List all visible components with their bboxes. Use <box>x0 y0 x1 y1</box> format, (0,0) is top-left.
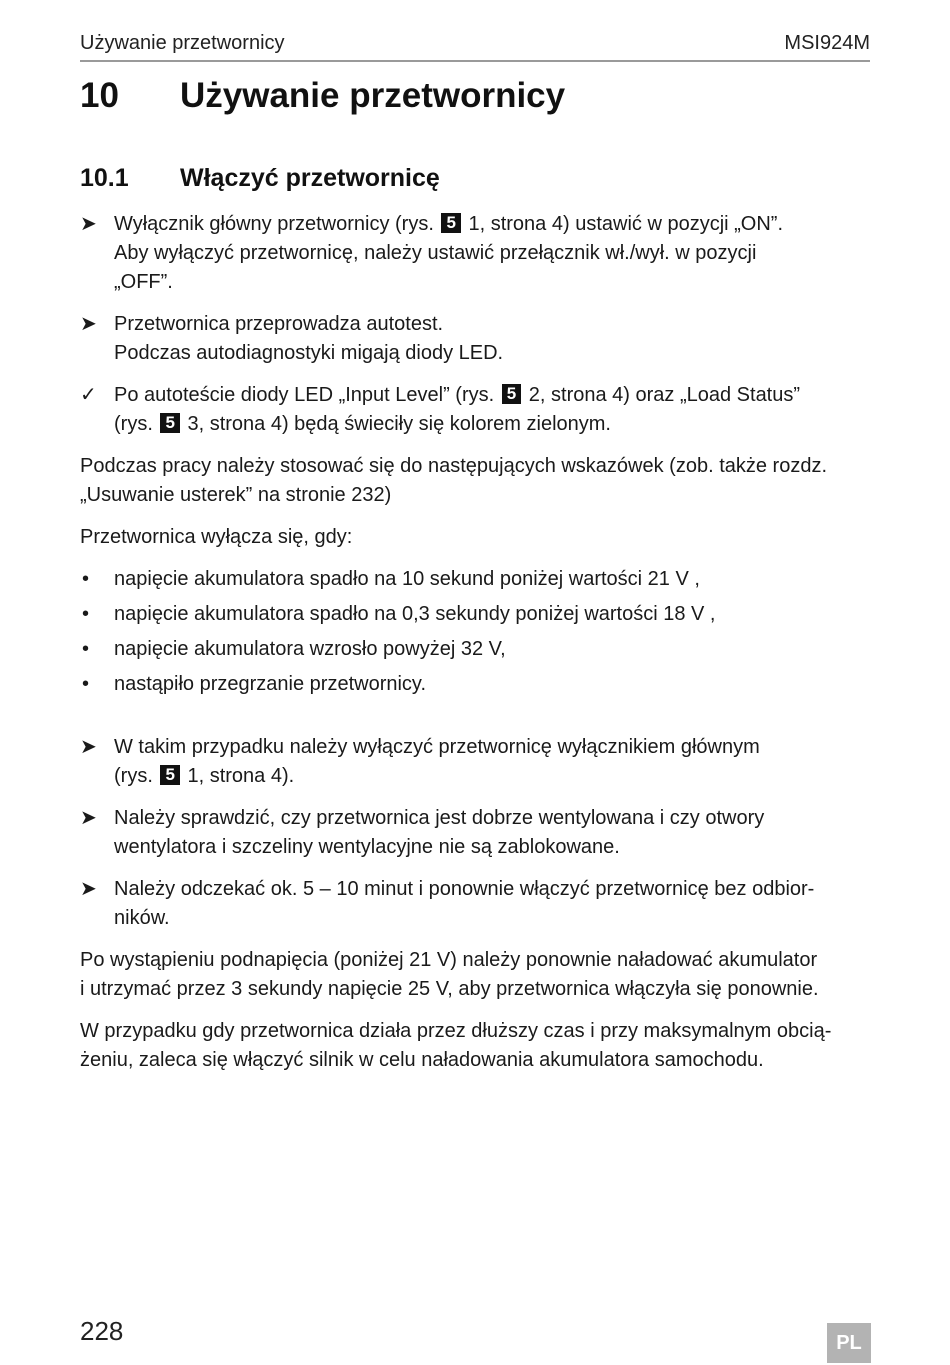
text: Po autoteście diody LED „Input Level” (rys. <box>114 384 500 406</box>
text: 3, strona 4) będą świeciły się kolorem zielonym. <box>181 413 611 435</box>
arrow-icon: ➤ <box>80 807 97 829</box>
step-line <box>114 762 870 791</box>
list-item-text: nastąpiło przegrzanie przetwornicy. <box>114 673 427 695</box>
figure-ref-badge: 5 <box>160 765 179 785</box>
step-line: W takim przypadku należy wyłączyć przetwornicę wyłącznikiem głównym <box>114 736 760 758</box>
text: 1, strona 4) ustawić w pozycji „ON”. <box>462 213 784 235</box>
chapter-number: 10 <box>80 76 119 115</box>
header-model: MSI924M <box>784 32 870 54</box>
list-item <box>80 600 870 629</box>
list-item-text: napięcie akumulatora spadło na 0,3 sekundy poniżej wartości 18 V , <box>114 603 716 625</box>
paragraph-operating-notes <box>80 452 870 510</box>
spacer <box>80 705 870 733</box>
chapter-title: Używanie przetwornicy <box>180 76 566 115</box>
step-line <box>114 381 870 410</box>
section-title: Włączyć przetwornicę <box>180 164 440 192</box>
step-line: Należy odczekać ok. 5 – 10 minut i ponownie włączyć przetwornicę bez odbior- <box>114 878 815 900</box>
chapter-heading <box>80 76 565 116</box>
running-header <box>80 30 870 62</box>
text: 2, strona 4) oraz „Load Status” <box>523 384 801 406</box>
text: (rys. <box>114 765 159 787</box>
list-item <box>80 635 870 664</box>
text: Wyłącznik główny przetwornicy (rys. <box>114 213 440 235</box>
step-line: Podczas autodiagnostyki migają diody LED. <box>114 342 504 364</box>
step-autotest <box>80 310 870 368</box>
list-item <box>80 565 870 594</box>
paragraph-line: Po wystąpieniu podnapięcia (poniżej 21 V) należy ponownie naładować akumulator <box>80 949 818 971</box>
step-line <box>114 410 870 439</box>
paragraph-line: żeniu, zaleca się włączyć silnik w celu naładowania akumulatora samochodu. <box>80 1049 764 1071</box>
step-line: Przetwornica przeprowadza autotest. <box>114 313 444 335</box>
language-tab: PL <box>827 1323 871 1363</box>
step-line: wentylatora i szczeliny wentylacyjne nie są zablokowane. <box>114 836 620 858</box>
checkmark-icon: ✓ <box>80 384 97 406</box>
arrow-icon: ➤ <box>80 736 97 758</box>
body-content <box>80 210 870 1088</box>
step-line <box>114 210 870 239</box>
result-leds-green <box>80 381 870 439</box>
bullet-icon: • <box>82 673 90 695</box>
arrow-icon: ➤ <box>80 313 97 335</box>
arrow-icon: ➤ <box>80 878 97 900</box>
step-line: Należy sprawdzić, czy przetwornica jest dobrze wentylowana i czy otwory <box>114 807 765 829</box>
header-chapter-title: Używanie przetwornicy <box>80 32 285 54</box>
figure-ref-badge: 5 <box>441 213 460 233</box>
text: 1, strona 4). <box>181 765 295 787</box>
bullet-icon: • <box>82 603 90 625</box>
list-item-text: napięcie akumulatora spadło na 10 sekund poniżej wartości 21 V , <box>114 568 700 590</box>
list-item-text: napięcie akumulatora wzrosło powyżej 32 V, <box>114 638 506 660</box>
step-check-ventilation <box>80 804 870 862</box>
step-line: Aby wyłączyć przetwornicę, należy ustawić przełącznik wł./wył. w pozycji <box>114 242 757 264</box>
paragraph-line: Podczas pracy należy stosować się do następujących wskazówek (zob. także rozdz. <box>80 455 828 477</box>
paragraph-max-load <box>80 1017 870 1075</box>
paragraph-undervoltage <box>80 946 870 1004</box>
step-line: „OFF”. <box>114 271 173 293</box>
paragraph-line: W przypadku gdy przetwornica działa przez dłuższy czas i przy maksymalnym obcią- <box>80 1020 832 1042</box>
figure-ref-badge: 5 <box>502 384 521 404</box>
bullet-icon: • <box>82 568 90 590</box>
paragraph-line: „Usuwanie usterek” na stronie 232) <box>80 484 392 506</box>
step-main-switch <box>80 210 870 297</box>
figure-ref-badge: 5 <box>160 413 179 433</box>
section-heading <box>80 164 440 193</box>
step-line: ników. <box>114 907 170 929</box>
step-wait-restart <box>80 875 870 933</box>
page-number: 228 <box>80 1316 124 1346</box>
section-number: 10.1 <box>80 164 129 192</box>
paragraph-shutdown-intro: Przetwornica wyłącza się, gdy: <box>80 526 353 548</box>
arrow-icon: ➤ <box>80 213 97 235</box>
list-item <box>80 670 870 699</box>
bullet-icon: • <box>82 638 90 660</box>
step-switch-off <box>80 733 870 791</box>
text: (rys. <box>114 413 159 435</box>
paragraph-line: i utrzymać przez 3 sekundy napięcie 25 V, aby przetwornica włączyła się ponownie. <box>80 978 819 1000</box>
